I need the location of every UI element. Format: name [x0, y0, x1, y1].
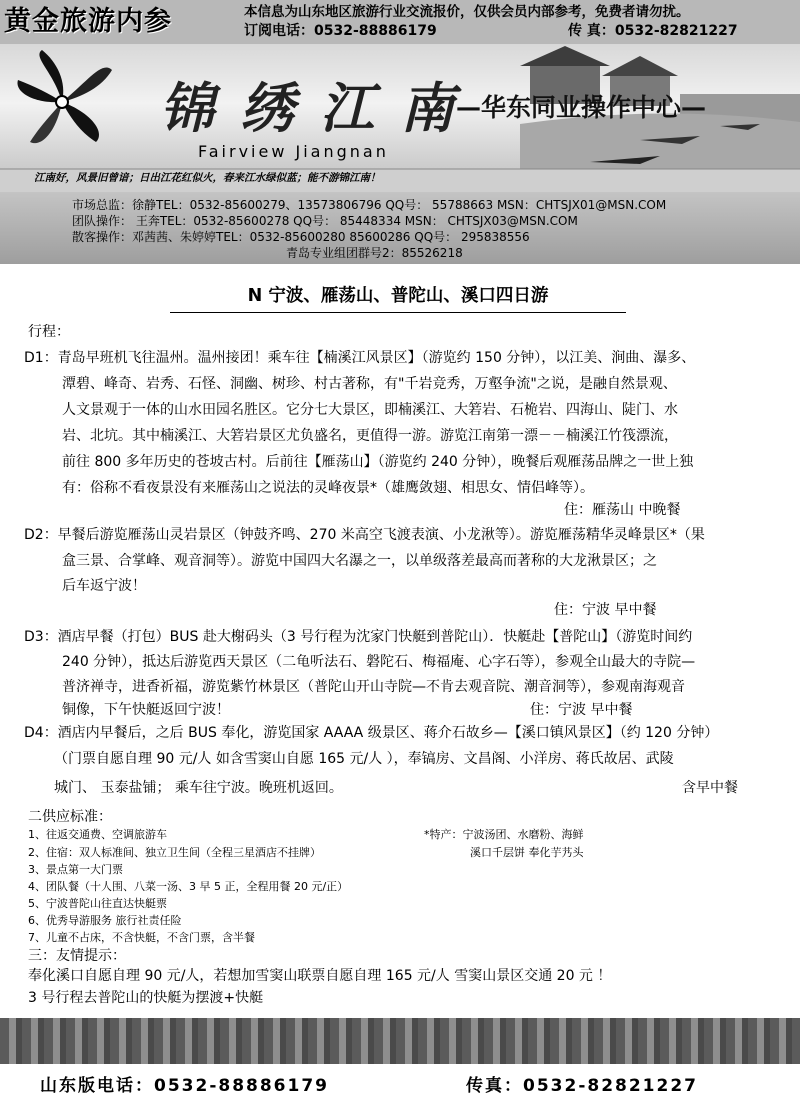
contact-line: 散客操作：邓茜茜、朱婷婷TEL：0532-85600280 85600286 QQ号： 295838556 [72, 230, 530, 244]
banner-slogan: 江南好，风景旧曾谙；日出江花红似火，春来江水绿似蓝；能不游锦江南！ [34, 172, 381, 184]
contact-line: 市场总监：徐静TEL：0532-85600279、13573806796 QQ号： 55788663 MSN：CHTSJX01@MSN.COM [72, 198, 667, 212]
itinerary-panel [18, 282, 778, 1007]
header-notice: 本信息为山东地区旅游行业交流报价，仅供会员内部参考，免费者请勿扰。 [244, 4, 690, 20]
itinerary-line: 有：俗称不看夜景没有来雁荡山之说法的灵峰夜景*（雄鹰敛翅、相思女、情侣峰等）。 [62, 480, 594, 496]
itinerary-meals: 含早中餐 [682, 780, 738, 796]
itinerary-label: 行程： [28, 324, 70, 340]
tip-item: 奉化溪口自愿自理 90 元/人，若想加雪窦山联票自愿自理 165 元/人 雪窦山景区交通 20 元 ！ [28, 968, 612, 984]
itinerary-line: D3：酒店早餐（打包）BUS 赴大榭码头（3 号行程为沈家门快艇到普陀山）．快艇赴【普陀山】（游览时间约 [24, 629, 693, 645]
service-item: 1、往返交通费、空调旅游车 [28, 828, 167, 841]
itinerary-line: 前往 800 多年历史的苍坡古村。后前往【雁荡山】（游览约 240 分钟），晚餐后观雁荡品牌之一世上独 [62, 454, 694, 470]
page-title: N 宁波、雁荡山、普陀山、溪口四日游 [247, 286, 549, 306]
header-fax: 传 真：0532-82821227 [568, 23, 738, 39]
contact-line: 青岛专业组团群号2：85526218 [286, 246, 463, 260]
service-item: 4、团队餐（十人围、八菜一汤、3 早 5 正，全程用餐 20 元/正） [28, 880, 349, 893]
contact-line: 团队操作： 王奔TEL：0532-85600278 QQ号： 85448334 MSN： CHTSJX03@MSN.COM [72, 214, 578, 228]
flower-logo-icon [17, 50, 112, 143]
itinerary-line: D4：酒店内早餐后，之后 BUS 奉化，游览国家 AAAA 级景区、蒋介石故乡—【溪口镇风景区】（约 120 分钟） [24, 725, 719, 741]
footer-phone: 山东版电话：0532-88886179 [40, 1076, 329, 1096]
service-item: 7、儿童不占床，不含快艇，不含门票，含半餐 [28, 931, 255, 944]
itinerary-stay: 住：宁波 早中餐 [530, 702, 633, 718]
itinerary-line: 盒三景、合掌峰、观音洞等）。游览中国四大名瀑之一，以单级落差最高而著称的大龙湫景区；之 [62, 553, 657, 569]
itinerary-line: D1：青岛早班机飞往温州。温州接团！乘车往【楠溪江风景区】（游览约 150 分钟），以江美、涧曲、瀑多、 [24, 350, 696, 366]
itinerary-line: 岩、北坑。其中楠溪江、大箬岩景区尤负盛名，更值得一游。游览江南第一漂－－楠溪江竹筏漂流， [62, 428, 678, 444]
itinerary-stay: 住：宁波 早中餐 [554, 602, 657, 618]
service-item: 2、住宿：双人标准间、独立卫生间（全程三星酒店不挂牌） [28, 846, 321, 859]
specialty-line: *特产：宁波汤团、水磨粉、海鲜 [424, 828, 584, 841]
service-item: 3、景点第一大门票 [28, 863, 123, 876]
tips-title: 三：友情提示： [28, 948, 126, 964]
itinerary-line: 城门、 玉泰盐铺； 乘车往宁波。晚班机返回。 [54, 780, 343, 796]
banner-subtitle: —华东同业操作中心— [456, 93, 707, 122]
brand-title: 黄金旅游内参 [4, 6, 172, 37]
title-underline [170, 312, 626, 313]
itinerary-stay: 住：雁荡山 中晚餐 [564, 502, 681, 518]
itinerary-line: 铜像，下午快艇返回宁波！ [62, 702, 230, 718]
service-item: 6、优秀导游服务 旅行社责任险 [28, 914, 182, 927]
itinerary-line: 240 分钟），抵达后游览西天景区（二龟听法石、磐陀石、梅福庵、心字石等），参观全山最大的寺院— [62, 654, 696, 670]
header-subscribe-phone: 订阅电话：0532-88886179 [244, 23, 437, 39]
itinerary-line: D2：早餐后游览雁荡山灵岩景区（钟鼓齐鸣、270 米高空飞渡表演、小龙湫等）。游览雁荡精华灵峰景区*（果 [24, 527, 705, 543]
specialty-line: 溪口千层饼 奉化芋艿头 [470, 846, 584, 859]
services-title: 二供应标准： [28, 809, 112, 825]
itinerary-line: 潭碧、峰奇、岩秀、石怪、洞幽、树珍、村古著称，有"千岩竞秀，万壑争流"之说，是融自然景观、 [62, 376, 677, 392]
itinerary-line: 人文景观于一体的山水田园名胜区。它分七大景区，即楠溪江、大箬岩、石桅岩、四海山、陡门、水 [62, 402, 678, 418]
decorative-border [0, 1018, 800, 1064]
logo-calligraphy: 锦绣江南 [160, 76, 480, 140]
itinerary-line: （门票自愿自理 90 元/人 如含雪窦山自愿 165 元/人 ），奉镐房、文昌阁、小洋房、蒋氏故居、武陵 [54, 751, 674, 767]
service-item: 5、宁波普陀山往直达快艇票 [28, 897, 167, 910]
itinerary-line: 后车返宁波！ [62, 578, 146, 594]
contact-block [0, 192, 800, 264]
footer-fax: 传真：0532-82821227 [466, 1076, 698, 1096]
tip-item: 3 号行程去普陀山的快艇为摆渡+快艇 [28, 990, 264, 1006]
top-header-band [0, 0, 800, 44]
itinerary-line: 普济禅寺，进香祈福，游览紫竹林景区（普陀山开山寺院—不肯去观音院、潮音洞等），参观南海观音 [62, 679, 685, 695]
english-name: Fairview Jiangnan [198, 142, 389, 161]
